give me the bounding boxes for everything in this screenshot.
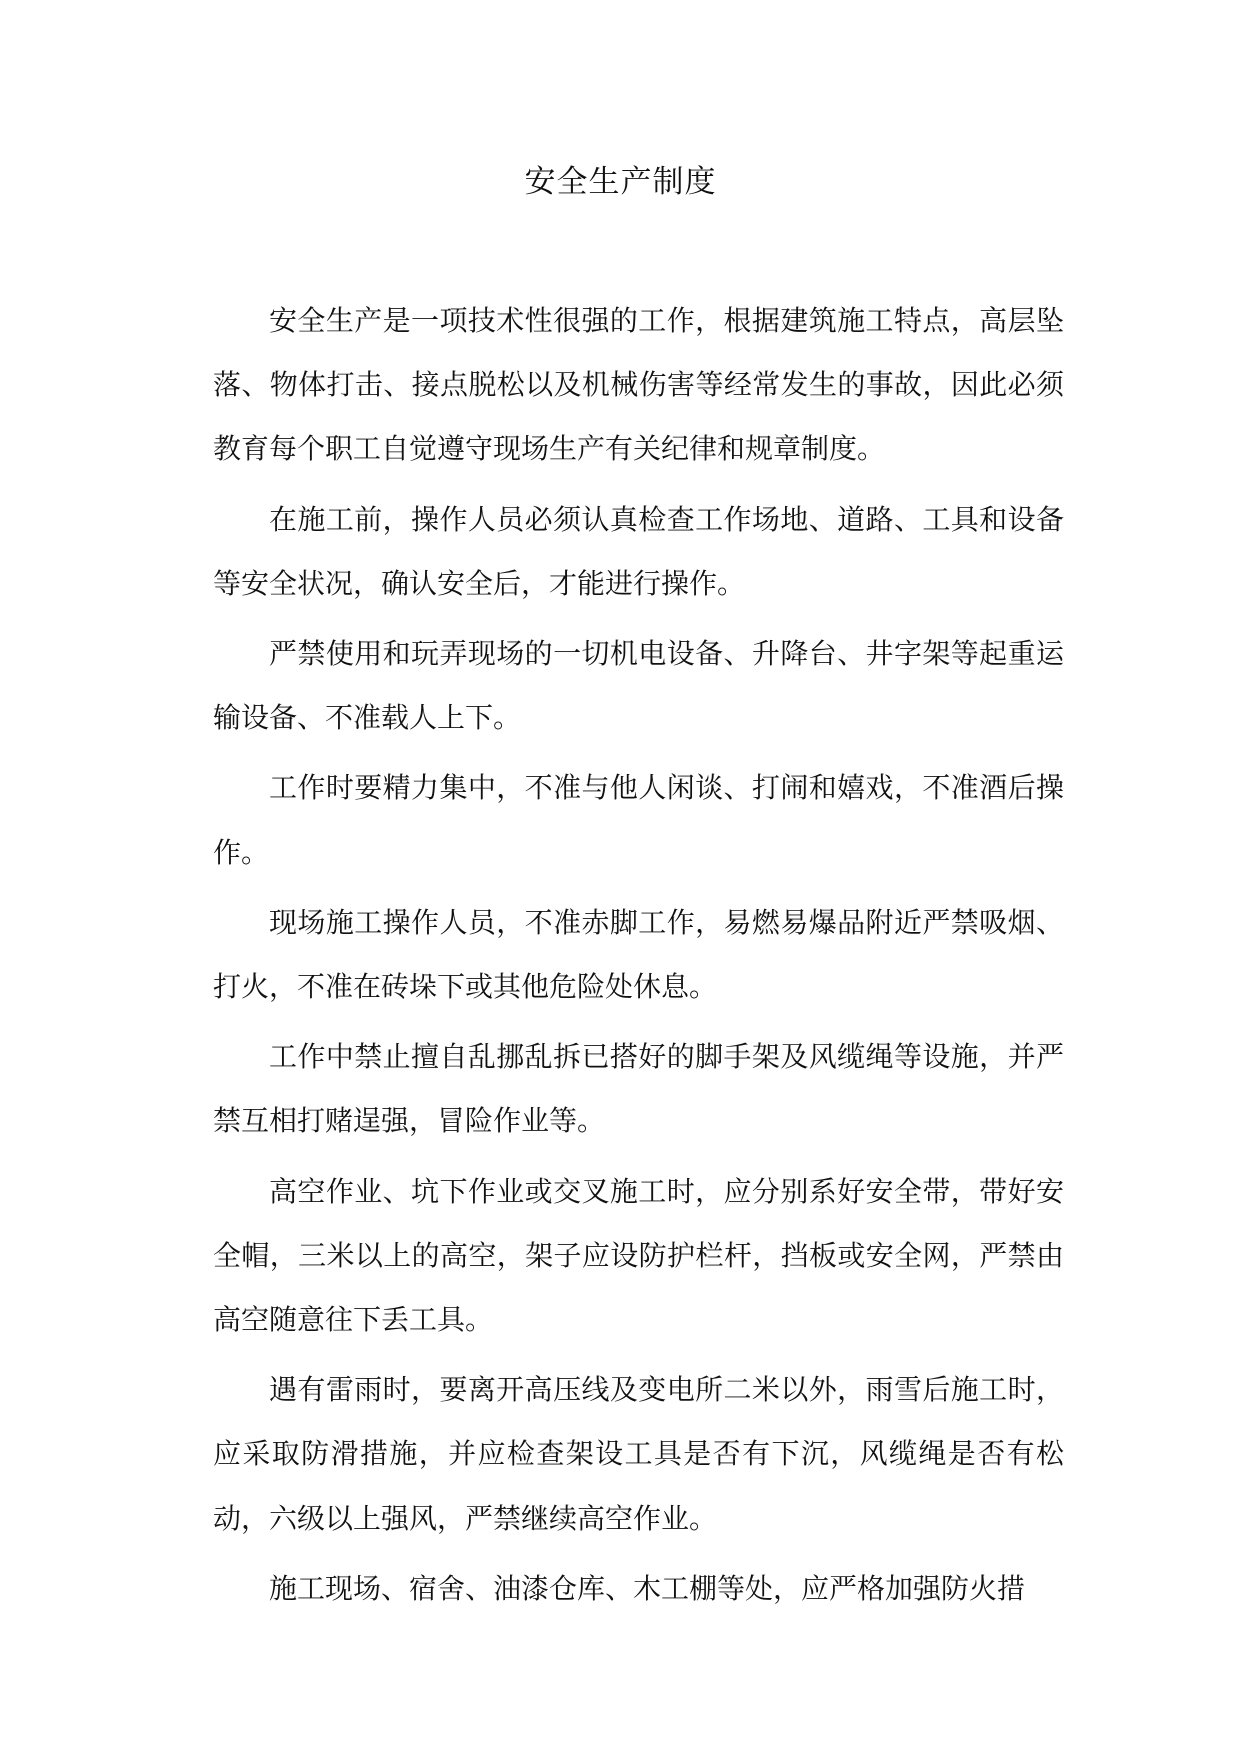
paragraph-6: 工作中禁止擅自乱挪乱拆已搭好的脚手架及风缆绳等设施，并严禁互相打赌逞强，冒险作业等。 bbox=[213, 1040, 1064, 1138]
document-body bbox=[213, 289, 1064, 1627]
paragraph-1: 安全生产是一项技术性很强的工作，根据建筑施工特点，高层坠落、物体打击、接点脱松以及机械伤害等经常发生的事故，因此必须教育每个职工自觉遵守现场生产有关纪律和规章制度。 bbox=[213, 304, 1064, 466]
paragraph-9: 施工现场、宿舍、油漆仓库、木工棚等处，应严格加强防火措 bbox=[269, 1571, 1026, 1605]
paragraph-2: 在施工前，操作人员必须认真检查工作场地、道路、工具和设备等安全状况，确认安全后，才能进行操作。 bbox=[213, 502, 1064, 600]
paragraph-7: 高空作业、坑下作业或交叉施工时，应分别系好安全带，带好安全帽，三米以上的高空，架子应设防护栏杆，挡板或安全网，严禁由高空随意往下丢工具。 bbox=[213, 1174, 1064, 1337]
paragraph-4: 工作时要精力集中，不准与他人闲谈、打闹和嬉戏，不准酒后操作。 bbox=[213, 771, 1064, 869]
paragraph-3: 严禁使用和玩弄现场的一切机电设备、升降台、井字架等起重运输设备、不准载人上下。 bbox=[213, 637, 1064, 735]
document-title: 安全生产制度 bbox=[524, 164, 717, 200]
paragraph-8: 遇有雷雨时，要离开高压线及变电所二米以外，雨雪后施工时，应采取防滑措施，并应检查架设工具是否有下沉，风缆绳是否有松动，六级以上强风，严禁继续高空作业。 bbox=[213, 1373, 1064, 1535]
paragraph-5: 现场施工操作人员，不准赤脚工作，易燃易爆品附近严禁吸烟、打火，不准在砖垛下或其他危险处休息。 bbox=[213, 905, 1064, 1004]
